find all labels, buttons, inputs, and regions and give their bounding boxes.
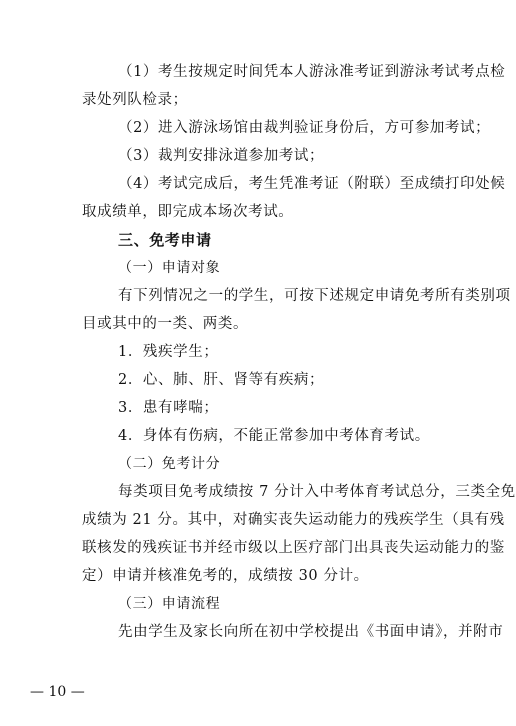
para-4-line-1: （4）考试完成后，考生凭准考证（附联）至成绩打印处候 <box>118 176 506 192</box>
section-heading: 三、免考申请 <box>118 231 212 249</box>
para-4-line-2: 取成绩单，即完成本场次考试。 <box>82 204 294 220</box>
subsection-heading-2: （二）免考计分 <box>118 456 221 472</box>
para-5-line-1: 有下列情况之一的学生，可按下述规定申请免考所有类别项 <box>118 288 511 304</box>
list-item-3: 3．患有哮喘； <box>118 400 219 416</box>
para-5-line-2: 目或其中的一类、两类。 <box>82 316 249 332</box>
list-item-4: 4．身体有伤病，不能正常参加中考体育考试。 <box>118 428 430 444</box>
para-3: （3）裁判安排泳道参加考试； <box>118 148 325 164</box>
para-1-line-2: 录处列队检录； <box>82 92 188 108</box>
subsection-heading-3: （三）申请流程 <box>118 596 221 612</box>
subsection-heading-1: （一）申请对象 <box>118 260 221 276</box>
para-7-line-1: 先由学生及家长向所在初中学校提出《书面申请》，并附市 <box>118 624 504 640</box>
para-1-line-1: （1）考生按规定时间凭本人游泳准考证到游泳考试考点检 <box>118 64 506 80</box>
para-6-line-1: 每类项目免考成绩按 7 分计入中考体育考试总分，三类全免 <box>118 484 516 500</box>
para-6-line-3: 联核发的残疾证书并经市级以上医疗部门出具丧失运动能力的鉴 <box>82 540 505 556</box>
para-2: （2）进入游泳场馆由裁判验证身份后，方可参加考试； <box>118 120 491 136</box>
para-6-line-4: 定）申请并核准免考的，成绩按 30 分计。 <box>82 568 369 584</box>
para-6-line-2: 成绩为 21 分。其中，对确实丧失运动能力的残疾学生（具有残 <box>82 512 505 528</box>
list-item-2: 2．心、肺、肝、肾等有疾病； <box>118 372 325 388</box>
list-item-1: 1．残疾学生； <box>118 344 219 360</box>
page-number: — 10 — <box>30 684 85 700</box>
